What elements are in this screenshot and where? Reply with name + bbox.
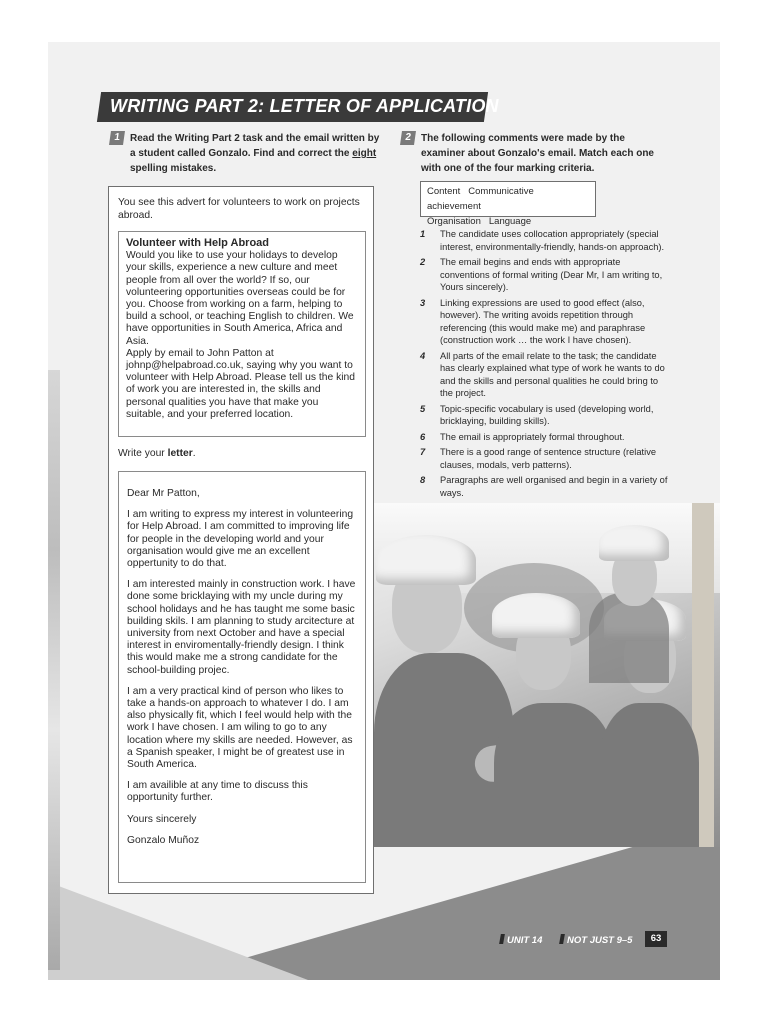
comment-item: 8 Paragraphs are well organised and begin in a variety of ways.: [420, 475, 668, 498]
write-prompt: Write your letter.: [118, 448, 196, 459]
letter-paragraph: I am interested mainly in construction work. I have done some bricklaying with my uncle during my school holidays and he has taught me some basic building skils. I am planning to study arcitecture at university from next October and have a special interest in enviromentally-friendly design. I think this would make me a strong candidate for the school-building projec.: [127, 579, 356, 676]
page-title: WRITING PART 2: LETTER OF APPLICATION: [110, 96, 499, 116]
criterion: Content: [427, 186, 461, 197]
letter-salutation: Dear Mr Patton,: [127, 488, 200, 499]
unit-label: UNIT 14: [507, 935, 543, 946]
comment-item: 6 The email is appropriately formal throughout.: [420, 431, 625, 442]
advert-box: [118, 231, 366, 437]
comment-item: 5 Topic-specific vocabulary is used (developing world, bricklaying, building skills).: [420, 403, 654, 426]
task-number: 2: [400, 131, 416, 145]
volunteers-photo: [374, 503, 720, 847]
letter-box: [118, 471, 366, 883]
letter-signature: Gonzalo Muñoz: [127, 834, 200, 846]
decorative-shape: [48, 882, 308, 980]
marking-criteria-box: [420, 181, 596, 227]
side-photo-strip: [48, 370, 60, 970]
task-number: 1: [109, 131, 125, 145]
task-2: [401, 131, 671, 176]
letter-paragraph: I am writing to express my interest in volunteering for Help Abroad. I am committed to improving life for people in the developing world and your organisation would give me an excellent oppertunity to do that.: [127, 509, 354, 570]
comment-item: 1 The candidate uses collocation appropriately (special interest, environmentally-friendly, hands-on approach).: [420, 229, 665, 252]
unit-title: NOT JUST 9–5: [567, 935, 633, 946]
underlined-word: eight: [352, 148, 377, 159]
criterion: Communicative achievement: [427, 186, 534, 212]
criterion: Organisation: [427, 216, 481, 227]
page-number: 63: [645, 931, 667, 947]
advert-title: Volunteer with Help Abroad: [126, 237, 270, 249]
comment-item: 4 All parts of the email relate to the task; the candidate has clearly explained what type of work he wants to do and the skills and personal qualities he could bring to the project.: [420, 350, 665, 398]
task-intro: You see this advert for volunteers to work on projects abroad.: [118, 197, 360, 221]
comment-item: 3 Linking expressions are used to good effect (also, however). The writing avoids repetition through referencing (this would make me) and paraphrase (construction work … the work I have chosen).: [420, 297, 646, 345]
advert-body: Apply by email to John Patton at johnp@helpabroad.co.uk, saying why you want to volunteer with Help Abroad. Please tell us the kind of work you are interested in, the skills and personal qualities you have that make you suitable, and your preferred location.: [126, 347, 355, 420]
examiner-comments: [420, 228, 670, 502]
letter-paragraph: I am a very practical kind of person who likes to take a hands-on approach to whatever I do. I am also physically fit, which I feel would help with the work I have chosen. I am wiling to go to any location where my skills are needed. However, as a Spanish speaker, I might be of greatest use in South America.: [127, 685, 353, 771]
comment-item: 7 There is a good range of sentence structure (relative clauses, modals, verb patterns).: [420, 447, 657, 470]
comment-item: 2 The email begins and ends with appropriate conventions of formal writing (Dear Mr, I am writing to, Yours sincerely).: [420, 257, 663, 292]
letter-paragraph: I am availible at any time to discuss this opportunity further.: [127, 780, 308, 804]
task-2-instructions: The following comments were made by the examiner about Gonzalo's email. Match each one with one of the four marking criteria.: [421, 133, 654, 174]
advert-body: Would you like to use your holidays to develop your skills, experience a new culture and meet people from all over the world? If so, our volunteering opportunities overseas could be for you. Choose from working on a farm, helping to build a school, or teaching English to children. We have opportunities in South America, Africa and Asia.: [126, 250, 354, 347]
letter-closing: Yours sincerely: [127, 813, 197, 825]
task-1-instructions: Read the Writing Part 2 task and the email written by a student called Gonzalo. Find and correct the eight spelling mistakes.: [130, 133, 380, 174]
task-1: [112, 131, 382, 176]
criterion: Language: [488, 216, 532, 227]
